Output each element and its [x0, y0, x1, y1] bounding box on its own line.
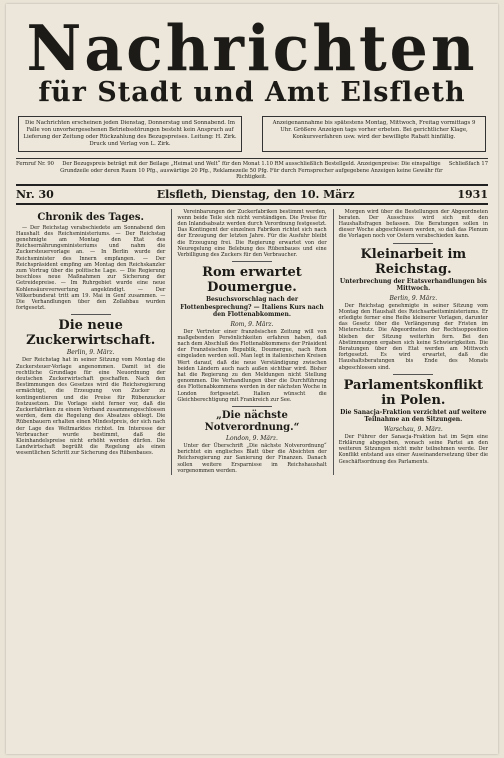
headline-notverordnung: „Die nächste Notverordnung.“ [204, 410, 300, 434]
dateline [16, 184, 488, 205]
year: 1931 [457, 187, 488, 201]
article-reichstag: Der Reichstag genehmigte in seiner Sitzung vom Montag den Haushalt des Reichsarbeitsministeriums. Er erledigte ferner eine Reihe kleinerer Vorlagen, darunter das Gesetz über die Verlängerung der Fristen im Mieterschutz. Die Abgeordneten der Rechtsopposition blieben der Sitzung weiterhin fern. Bei den Abstimmungen ergaben sich keine Schwierigkeiten. Die Beratungen über den Etat werden am Mittwoch fortgesetzt. Es wird erwartet, daß die Haushaltsberatungen bis Ende des Monats abgeschlossen sind. [338, 302, 488, 371]
newspaper-page [6, 4, 498, 754]
byline-polen: Warschau, 9. März. [383, 425, 443, 433]
article-continued: Vereinbarungen der Zuckerfabriken bestimmt werden, wenn beide Teile sich nicht verständigen. Die Preise für den Inlandsabsatz werden durch Verordnung festgesetzt. Das Kontingent der einzelnen Fabriken richtet sich nach der Erzeugung der letzten Jahre. Für die Ausfuhr bleibt die Erzeugung frei. Die Regierung erwartet von der Neuregelung eine Belebung des Rübenbaues und eine Verbilligung des Zuckers für den Verbraucher. [177, 208, 327, 258]
price-line [16, 161, 488, 181]
column-2 [171, 209, 326, 476]
subhead-polen: Die Sanacja-Fraktion verzichtet auf weitere Teilnahme an den Sitzungen. [340, 408, 487, 424]
headline-rom: Rom erwartet Doumergue. [202, 265, 302, 296]
byline-zucker: Berlin, 9. März. [66, 349, 115, 357]
byline-rom: Rom, 9. März. [230, 320, 274, 328]
info-boxes [18, 116, 486, 152]
byline-notverordnung: London, 9. März. [226, 435, 278, 443]
info-box-right: Anzeigenannahme bis spätestens Montag, Mittwoch, Freitag vormittags 9 Uhr. Größere Anzeigen tags vorher erbeten. Bei gerichtlicher Klage, Konkursverfahren usw. wird der bewilligte Rabatt hinfällig. [262, 116, 486, 152]
headline-chronik: Chronik des Tages. [37, 211, 144, 223]
place-date: Elsfleth, Dienstag, den 10. März [156, 187, 355, 201]
columns [16, 209, 488, 476]
article-notverordnung: Unter der Überschrift „Die nächste Notverordnung“ berichtet ein englisches Blatt über die Absichten der Reichsregierung zur Sanierung der Finanzen. Danach sollen weitere Ersparnisse im Reichshaushalt vorgenommen werden. [177, 443, 327, 474]
divider [232, 261, 272, 262]
issue-number: Nr. 30 [16, 187, 54, 201]
headline-reichstag: Kleinarbeit im Reichstag. [360, 246, 467, 277]
byline-reichstag: Berlin, 9. März. [389, 294, 438, 302]
info-box-left: Die Nachrichten erscheinen jeden Dienstag, Donnerstag und Sonnabend. Im Falle von unvorhergesehenen Betriebsstörungen besteht kein Anspruch auf Lieferung der Zeitung oder Rückzahlung des Bezugspreises. Leitung: H. Zirk. Druck und Verlag von L. Zirk. [18, 116, 242, 152]
price-info: Der Bezugspreis beträgt mit der Beilage „Heimat und Welt“ für den Monat 1.10 RM ausschließlich Bestellgeld. Anzeigenpreise: Die einspaltige Grundzeile oder deren Raum 10 Pfg., auswärtige 20 Pfg., Reklamezeile 50 Pfg. Für durch Fernsprecher aufgegebene Anzeigen keine Gewähr für Richtigkeit. [60, 161, 443, 180]
article-polen: Der Führer der Sanacja-Fraktion hat im Sejm eine Erklärung abgegeben, wonach seine Partei an den weiteren Sitzungen nicht mehr teilnehmen werde. Der Konflikt entstand aus einer Auseinandersetzung über die Geschäftsordnung des Parlaments. [338, 433, 488, 465]
headline-zuckerwirtschaft: Die neue Zuckerwirtschaft. [26, 318, 156, 349]
article-continued: Morgen wird über die Bestellungen der Abgeordneten beraten. Der Ausschuss wird sich mit den Haushaltsfragen befassen. Die Beratungen sollen in dieser Woche abgeschlossen werden, so daß das Plenum die Vorlagen noch vor Ostern verabschieden kann. [338, 208, 488, 240]
po-box: Schließfach 17 [448, 161, 488, 167]
divider [393, 243, 433, 244]
divider [71, 314, 111, 315]
masthead-title: Nachrichten [26, 12, 478, 86]
masthead [6, 12, 498, 108]
column-1 [16, 209, 165, 476]
column-3 [333, 209, 488, 476]
masthead-subtitle: für Stadt und Amt Elsfleth [38, 77, 466, 108]
subhead-reichstag: Unterbrechung der Etatsverhandlungen bis Mittwoch. [339, 277, 487, 293]
divider [393, 374, 433, 375]
subhead-rom: Besuchsvorschlag nach der Flottenbesprechung? — Italiens Kurs nach den Flottenabkommen. [180, 296, 324, 319]
article-chronik: — Der Reichstag verabschiedete am Sonnabend den Haushalt des Reichsministeriums. — Der Reichstag genehmigte am Montag den Etat des Reichsernährungsministeriums und nahm die Zuckersteuervorlage an. — In Berlin wurde der Reichsminister des Innern empfangen. — Der Reichspräsident empfing am Montag den Reichskanzler zum Vortrag über die politische Lage. — Die Regierung beschloss neue Maßnahmen zur Sicherung der Getreidepreise. — Im Ruhrgebiet wurde eine neue Kohlensäureverwertung angekündigt. — Der Völkerbundsrat tritt am 19. Mai in Genf zusammen. — Die Verhandlungen über den Zollabbau wurden fortgesetzt. [16, 224, 166, 312]
divider [232, 406, 272, 407]
article-zucker: Der Reichstag hat in seiner Sitzung vom Montag die Zuckersteuer-Vorlage angenommen. Damit ist die rechtliche Grundlage für eine Neuordnung der deutschen Zuckerwirtschaft geschaffen. Nach den Bestimmungen des Gesetzes wird die Reichsregierung ermächtigt, die Erzeugung von Zucker zu kontingentieren und die Preise für Rübenzucker festzusetzen. Die Vorlage sieht ferner vor, daß die Zuckerfabriken zu einem Verband zusammengeschlossen werden, dem die Regelung des Absatzes obliegt. Die Rübenbauern erhalten einen Mindestpreis, der sich nach der Lage des Weltmarktes richtet. Im Interesse der Verbraucher wurde bestimmt, daß die Kleinhandelspreise nicht erhöht werden dürfen. Die Landwirtschaft begrüßt die Regelung als einen wesentlichen Schritt zur Sicherung des Rübenbaues. [16, 357, 166, 457]
headline-polen: Parlamentskonflikt in Polen. [343, 377, 484, 408]
phone-number: Fernruf Nr. 90 [16, 161, 54, 167]
divider [16, 158, 488, 159]
article-rom: Der Vertreter einer französischen Zeitung will von maßgebenden Persönlichkeiten erfahren haben, daß nach dem Abschluß des Flottenabkommens der Präsident der Französischen Republik, Doumergue, nach Rom eingeladen werden soll. Man legt in italienischen Kreisen Wert darauf, daß die neue Verständigung zwischen beiden Ländern auch nach außen sichtbar wird. Bisher hat die Regierung zu den Meldungen nicht Stellung genommen. Die Verhandlungen über die Durchführung des Flottenabkommens werden in der nächsten Woche in London fortgesetzt. Italien wünscht die Gleichberechtigung mit Frankreich zur See. [177, 328, 327, 403]
